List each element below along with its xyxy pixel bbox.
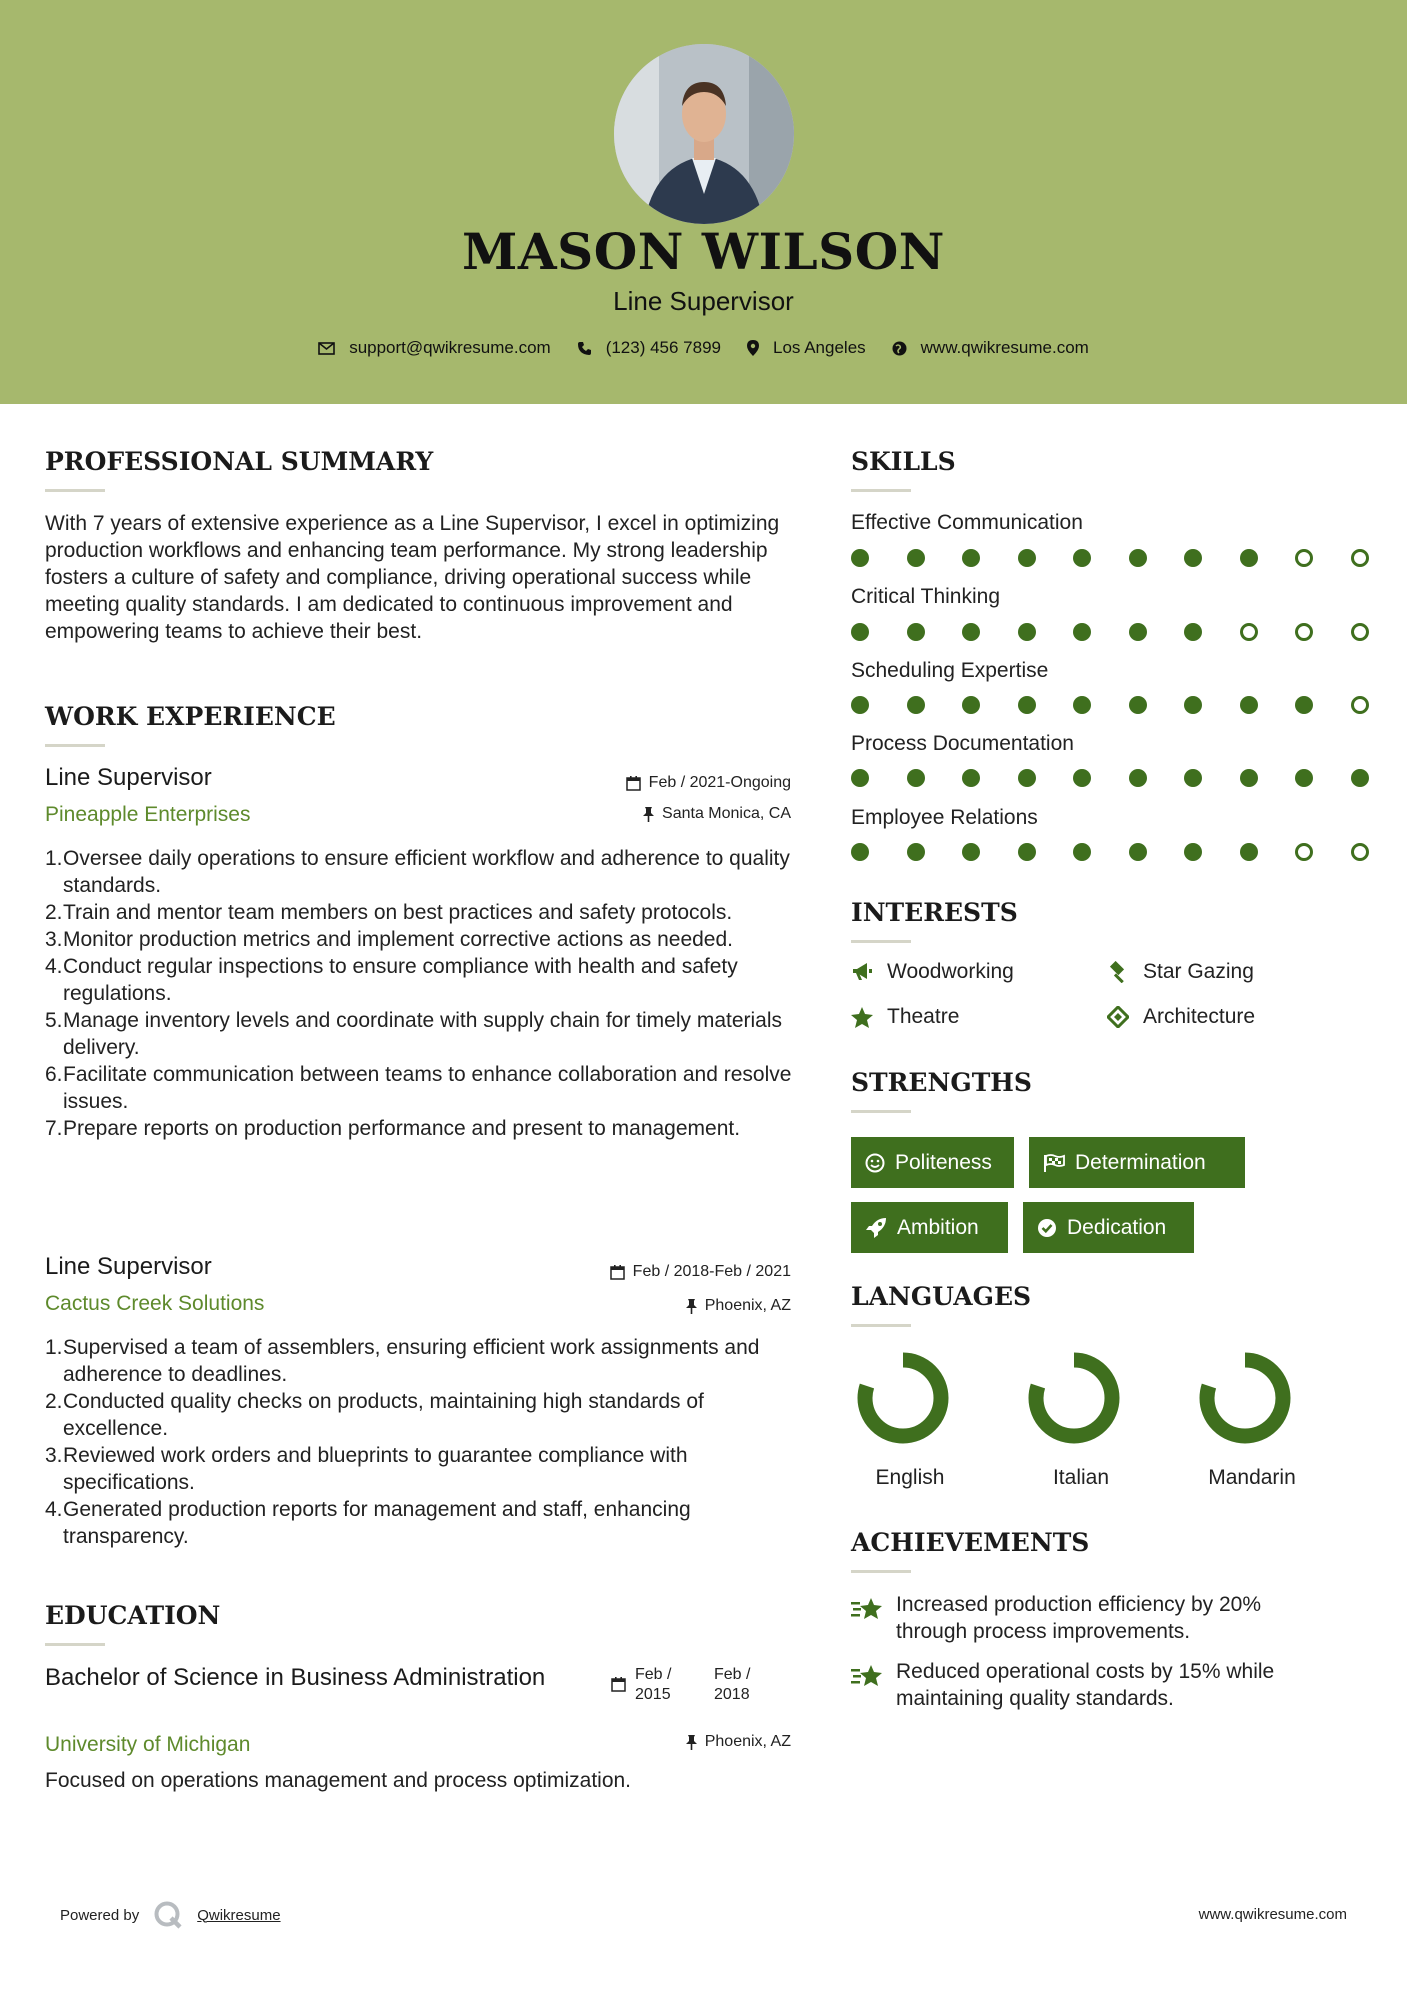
rating-dot-filled xyxy=(1018,843,1036,861)
calendar-icon xyxy=(611,1677,626,1692)
skill-rating xyxy=(851,769,1371,789)
experience-heading: WORK EXPERIENCE xyxy=(45,702,336,731)
rating-dot-filled xyxy=(907,843,925,861)
interest-item: Star Gazing xyxy=(1107,960,1254,984)
rating-dot-filled xyxy=(1129,843,1147,861)
rating-dot-filled xyxy=(851,623,869,641)
skills-divider xyxy=(851,489,911,492)
contact-email[interactable] xyxy=(318,338,551,358)
list-item: 2. Conducted quality checks on products, maintaining high standards of excellence. xyxy=(45,1390,704,1440)
job-date-text: Feb / 2021-Ongoing xyxy=(648,774,791,791)
rating-dot-filled xyxy=(1018,696,1036,714)
rating-dot-empty xyxy=(1295,623,1313,641)
rating-dot-filled xyxy=(907,623,925,641)
rating-dot-filled xyxy=(1240,769,1258,787)
skill-name: Scheduling Expertise xyxy=(851,659,1049,682)
language-level-arc xyxy=(865,1360,941,1436)
rating-dot-filled xyxy=(1184,843,1202,861)
resume-header xyxy=(0,0,1407,404)
job-location xyxy=(500,1297,791,1315)
school-name: University of Michigan xyxy=(45,1733,251,1756)
language-gauge xyxy=(855,1350,951,1446)
skills-heading: SKILLS xyxy=(851,447,956,476)
skill-name: Process Documentation xyxy=(851,732,1074,755)
job-title: Line Supervisor xyxy=(45,1253,212,1280)
shooting-star-icon xyxy=(851,1594,885,1622)
rating-dot-empty xyxy=(1295,843,1313,861)
summary-heading: PROFESSIONAL SUMMARY xyxy=(45,447,434,476)
achievement-item xyxy=(851,1591,1331,1651)
rating-dot-filled xyxy=(1295,696,1313,714)
education-heading: EDUCATION xyxy=(45,1601,221,1630)
job-duties-list xyxy=(45,1334,795,1550)
contact-phone[interactable] xyxy=(577,338,721,358)
rating-dot-filled xyxy=(1240,696,1258,714)
rating-dot-filled xyxy=(1018,769,1036,787)
rating-dot-empty xyxy=(1295,549,1313,567)
skill-rating xyxy=(851,623,1371,643)
skill-rating xyxy=(851,549,1371,569)
job-location xyxy=(500,805,791,823)
interest-item: Architecture xyxy=(1107,1005,1255,1029)
location-text: Los Angeles xyxy=(773,338,866,357)
rating-dot-filled xyxy=(962,623,980,641)
rating-dot-filled xyxy=(1184,696,1202,714)
edu-description: Focused on operations management and process optimization. xyxy=(45,1769,632,1792)
job-company: Pineapple Enterprises xyxy=(45,803,251,826)
language-gauge xyxy=(1026,1350,1122,1446)
rating-dot-filled xyxy=(907,769,925,787)
job-date xyxy=(500,1263,791,1281)
language-level-arc xyxy=(1207,1360,1283,1436)
list-item: 7. Prepare reports on production performance and present to management. xyxy=(45,1117,741,1140)
interest-item: Theatre xyxy=(851,1005,959,1029)
contact-website[interactable] xyxy=(892,338,1089,358)
achievement-text: Increased production efficiency by 20% through process improvements. xyxy=(896,1593,1261,1643)
powered-by xyxy=(60,1900,281,1930)
rating-dot-filled xyxy=(1073,843,1091,861)
candidate-role: Line Supervisor xyxy=(613,286,794,316)
rating-dot-filled xyxy=(962,549,980,567)
gavel-icon xyxy=(1107,961,1129,983)
rating-dot-filled xyxy=(1240,549,1258,567)
qwikresume-link[interactable]: Qwikresume xyxy=(197,1906,281,1924)
list-item: 1. Supervised a team of assemblers, ensuring efficient work assignments and adherence to deadlines. xyxy=(45,1336,760,1386)
ticket-icon xyxy=(1107,1006,1129,1028)
job-location-text: Phoenix, AZ xyxy=(704,1297,791,1314)
rating-dot-filled xyxy=(962,843,980,861)
summary-divider xyxy=(45,489,105,492)
edu-location xyxy=(500,1733,791,1751)
globe-icon xyxy=(892,341,907,356)
bullhorn-icon xyxy=(851,962,873,982)
rating-dot-filled xyxy=(1018,549,1036,567)
rating-dot-filled xyxy=(1295,769,1313,787)
language-level-arc xyxy=(1036,1360,1112,1436)
summary-text: With 7 years of extensive experience as a Line Supervisor, I excel in optimizing production workflows and enhancing team performance. My strong leadership fosters a culture of safety and compliance, driving operational success while meeting quality standards. I am dedicated to continuous improvement and empowering teams to achieve their best. xyxy=(45,512,780,643)
calendar-icon xyxy=(626,776,641,791)
list-item: 4. Conduct regular inspections to ensure compliance with health and safety regulations. xyxy=(45,955,738,1005)
rating-dot-filled xyxy=(1129,769,1147,787)
rating-dot-filled xyxy=(907,549,925,567)
map-pin-icon xyxy=(747,340,759,356)
skill-name: Effective Communication xyxy=(851,511,1083,534)
check-circle-icon xyxy=(1037,1218,1057,1238)
strength-chip: Determination xyxy=(1029,1137,1245,1188)
achievements-divider xyxy=(851,1570,911,1573)
strengths-divider xyxy=(851,1110,911,1113)
skill-rating xyxy=(851,843,1371,863)
rating-dot-filled xyxy=(1073,696,1091,714)
rating-dot-empty xyxy=(1351,696,1369,714)
language-name: Mandarin xyxy=(1208,1466,1296,1489)
rating-dot-filled xyxy=(1184,769,1202,787)
smile-icon xyxy=(865,1153,885,1173)
language-gauge xyxy=(1197,1350,1293,1446)
list-item: 5. Manage inventory levels and coordinate with supply chain for timely materials delivery. xyxy=(45,1009,783,1059)
job-date-text: Feb / 2018-Feb / 2021 xyxy=(632,1263,791,1280)
rating-dot-filled xyxy=(1073,549,1091,567)
strength-chip: Ambition xyxy=(851,1202,1008,1253)
rating-dot-filled xyxy=(1351,769,1369,787)
language-name: English xyxy=(875,1466,945,1489)
experience-divider xyxy=(45,744,105,747)
rating-dot-empty xyxy=(1351,549,1369,567)
star-icon xyxy=(851,1007,873,1028)
pushpin-icon xyxy=(686,1299,697,1314)
rating-dot-filled xyxy=(1129,549,1147,567)
list-item: 3. Reviewed work orders and blueprints to guarantee compliance with specifications. xyxy=(45,1444,688,1494)
rating-dot-empty xyxy=(1240,623,1258,641)
job-title: Line Supervisor xyxy=(45,764,212,791)
rating-dot-filled xyxy=(1018,623,1036,641)
rating-dot-filled xyxy=(1129,696,1147,714)
powered-by-label: Powered by xyxy=(60,1906,140,1924)
achievement-text: Reduced operational costs by 15% while maintaining quality standards. xyxy=(896,1660,1275,1710)
rating-dot-filled xyxy=(1073,769,1091,787)
job-date xyxy=(500,774,791,792)
list-item: 3. Monitor production metrics and implement corrective actions as needed. xyxy=(45,928,733,951)
rating-dot-filled xyxy=(1240,843,1258,861)
job-duties-list xyxy=(45,845,795,1142)
candidate-name: MASON WILSON xyxy=(462,222,945,281)
list-item: 6. Facilitate communication between teams to enhance collaboration and resolve issues. xyxy=(45,1063,792,1113)
skill-name: Critical Thinking xyxy=(851,585,1000,608)
rating-dot-empty xyxy=(1351,843,1369,861)
email-text: support@qwikresume.com xyxy=(349,338,551,357)
list-item: 1. Oversee daily operations to ensure efficient workflow and adherence to quality standards. xyxy=(45,847,790,897)
calendar-icon xyxy=(610,1265,625,1280)
rating-dot-filled xyxy=(851,696,869,714)
envelope-icon xyxy=(318,342,335,355)
interest-item: Woodworking xyxy=(851,960,1014,984)
qwikresume-logo-icon xyxy=(153,1900,183,1930)
rocket-icon xyxy=(865,1217,887,1239)
rating-dot-filled xyxy=(1184,623,1202,641)
edu-start-date: Feb / 2015 xyxy=(635,1666,672,1703)
education-divider xyxy=(45,1643,105,1646)
website-text: www.qwikresume.com xyxy=(920,338,1089,357)
skill-rating xyxy=(851,696,1371,716)
edu-end-date: Feb / 2018 xyxy=(714,1666,751,1703)
rating-dot-filled xyxy=(1129,623,1147,641)
language-name: Italian xyxy=(1052,1466,1110,1489)
achievement-item xyxy=(851,1658,1331,1718)
shooting-star-icon xyxy=(851,1661,885,1689)
job-company: Cactus Creek Solutions xyxy=(45,1292,265,1315)
languages-divider xyxy=(851,1324,911,1327)
contact-location xyxy=(747,338,866,358)
rating-dot-filled xyxy=(851,769,869,787)
rating-dot-filled xyxy=(1184,549,1202,567)
list-item: 4. Generated production reports for management and staff, enhancing transparency. xyxy=(45,1498,691,1548)
contact-bar xyxy=(0,338,1407,358)
strength-chip: Politeness xyxy=(851,1137,1014,1188)
strength-chip: Dedication xyxy=(1023,1202,1194,1253)
rating-dot-filled xyxy=(1073,623,1091,641)
strengths-heading: STRENGTHS xyxy=(851,1068,1032,1097)
achievements-heading: ACHIEVEMENTS xyxy=(851,1528,1090,1557)
phone-text: (123) 456 7899 xyxy=(605,338,722,357)
rating-dot-filled xyxy=(962,769,980,787)
interests-heading: INTERESTS xyxy=(851,898,1018,927)
profile-photo xyxy=(614,44,794,224)
skill-name: Employee Relations xyxy=(851,806,1038,829)
rating-dot-filled xyxy=(962,696,980,714)
pushpin-icon xyxy=(686,1735,697,1750)
flag-icon xyxy=(1043,1154,1065,1172)
rating-dot-filled xyxy=(907,696,925,714)
list-item: 2. Train and mentor team members on best practices and safety protocols. xyxy=(45,901,733,924)
edu-location-text: Phoenix, AZ xyxy=(704,1733,791,1750)
phone-icon xyxy=(577,341,592,356)
job-location-text: Santa Monica, CA xyxy=(662,805,791,822)
footer-website[interactable]: www.qwikresume.com xyxy=(1198,1906,1347,1923)
degree-title: Bachelor of Science in Business Administration xyxy=(45,1664,546,1691)
pushpin-icon xyxy=(643,807,654,822)
rating-dot-filled xyxy=(851,843,869,861)
rating-dot-filled xyxy=(851,549,869,567)
languages-heading: LANGUAGES xyxy=(851,1282,1032,1311)
interests-divider xyxy=(851,940,911,943)
rating-dot-empty xyxy=(1351,623,1369,641)
